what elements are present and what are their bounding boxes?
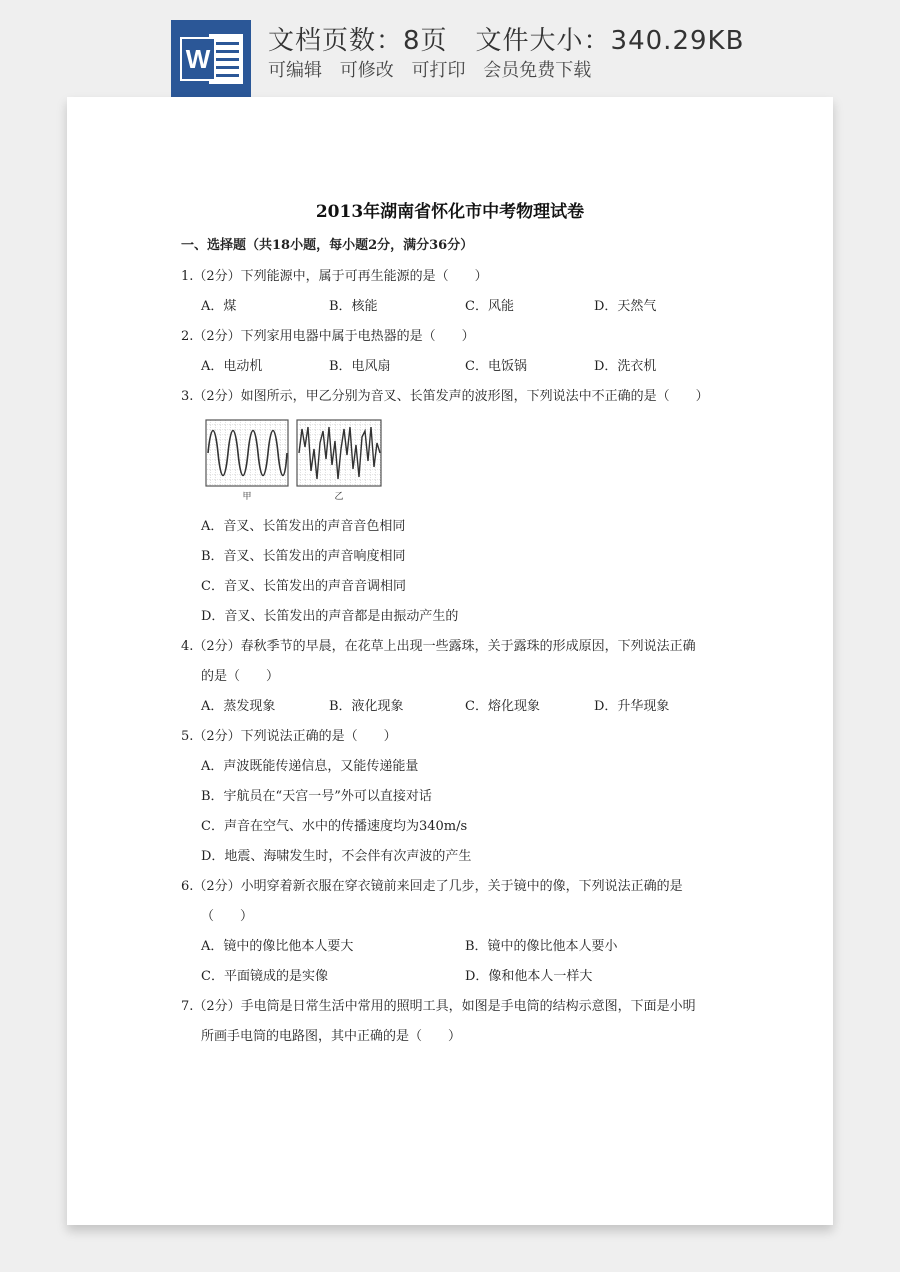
question-6-stem-cont: （ ） [201, 909, 254, 924]
section-heading: 一、选择题（共18小题，每小题2分，满分36分） [181, 238, 474, 253]
question-3-stem: 3.（2分）如图所示，甲乙分别为音叉、长笛发声的波形图，下列说法中不正确的是（ ） [181, 389, 709, 404]
question-3-option-b: B．音叉、长笛发出的声音响度相同 [201, 549, 406, 564]
question-2-option-c: C．电饭锅 [465, 359, 527, 374]
figure-label-jia: 甲 [242, 492, 252, 502]
question-6-option-b: B．镜中的像比他本人要小 [465, 939, 618, 954]
feature-modifiable: 可修改 [339, 60, 394, 81]
question-5-option-c: C．声音在空气、水中的传播速度均为340m/s [201, 819, 468, 834]
question-1-option-d: D．天然气 [594, 299, 657, 314]
question-4-option-a: A．蒸发现象 [201, 699, 276, 714]
question-1-option-b: B．核能 [329, 299, 378, 314]
page-title: 2013年湖南省怀化市中考物理试卷 [315, 202, 585, 222]
question-4-option-c: C．熔化现象 [465, 699, 540, 714]
question-7-stem-cont: 所画手电筒的电路图，其中正确的是（ ） [201, 1029, 462, 1044]
question-6-option-c: C．平面镜成的是实像 [201, 969, 328, 984]
question-1-option-c: C．风能 [465, 299, 514, 314]
question-4-stem-cont: 的是（ ） [201, 669, 280, 684]
question-5-option-b: B．宇航员在“天宫一号”外可以直接对话 [201, 789, 432, 804]
question-4-option-d: D．升华现象 [594, 699, 670, 714]
question-5-option-a: A．声波既能传递信息，又能传递能量 [201, 759, 419, 774]
page-count: 文档页数：8页 [268, 26, 448, 56]
file-size: 文件大小：340.29KB [475, 26, 745, 56]
question-1-option-a: A．煤 [201, 299, 237, 314]
question-7-stem: 7.（2分）手电筒是日常生活中常用的照明工具，如图是手电筒的结构示意图，下面是小明 [181, 999, 696, 1014]
word-document-icon [171, 20, 251, 98]
feature-printable: 可打印 [411, 60, 466, 81]
feature-editable: 可编辑 [268, 60, 322, 81]
question-2-stem: 2.（2分）下列家用电器中属于电热器的是（ ） [181, 329, 475, 344]
question-2-option-b: B．电风扇 [329, 359, 391, 374]
question-3-option-d: D．音叉、长笛发出的声音都是由振动产生的 [201, 609, 459, 624]
svg-text:W: W [185, 44, 211, 74]
question-4-option-b: B．液化现象 [329, 699, 404, 714]
file-info [268, 20, 744, 57]
question-5-option-d: D．地震、海啸发生时，不会伴有次声波的产生 [201, 849, 472, 864]
waveform-figure [205, 419, 383, 503]
question-2-option-a: A．电动机 [201, 359, 263, 374]
download-banner [0, 0, 900, 100]
question-3-option-c: C．音叉、长笛发出的声音音调相同 [201, 579, 406, 594]
question-5-stem: 5.（2分）下列说法正确的是（ ） [181, 729, 397, 744]
feature-member-download: 会员免费下载 [483, 60, 592, 81]
document-page [67, 97, 833, 1225]
question-4-stem: 4.（2分）春秋季节的早晨，在花草上出现一些露珠，关于露珠的形成原因，下列说法正确 [181, 639, 696, 654]
question-3-option-a: A．音叉、长笛发出的声音音色相同 [201, 519, 406, 534]
question-6-option-d: D．像和他本人一样大 [465, 969, 593, 984]
feature-list [268, 56, 603, 82]
question-6-option-a: A．镜中的像比他本人要大 [201, 939, 354, 954]
question-2-option-d: D．洗衣机 [594, 359, 657, 374]
figure-label-yi: 乙 [334, 492, 344, 502]
question-6-stem: 6.（2分）小明穿着新衣服在穿衣镜前来回走了几步，关于镜中的像，下列说法正确的是 [181, 879, 683, 894]
question-1-stem: 1.（2分）下列能源中，属于可再生能源的是（ ） [181, 269, 488, 284]
